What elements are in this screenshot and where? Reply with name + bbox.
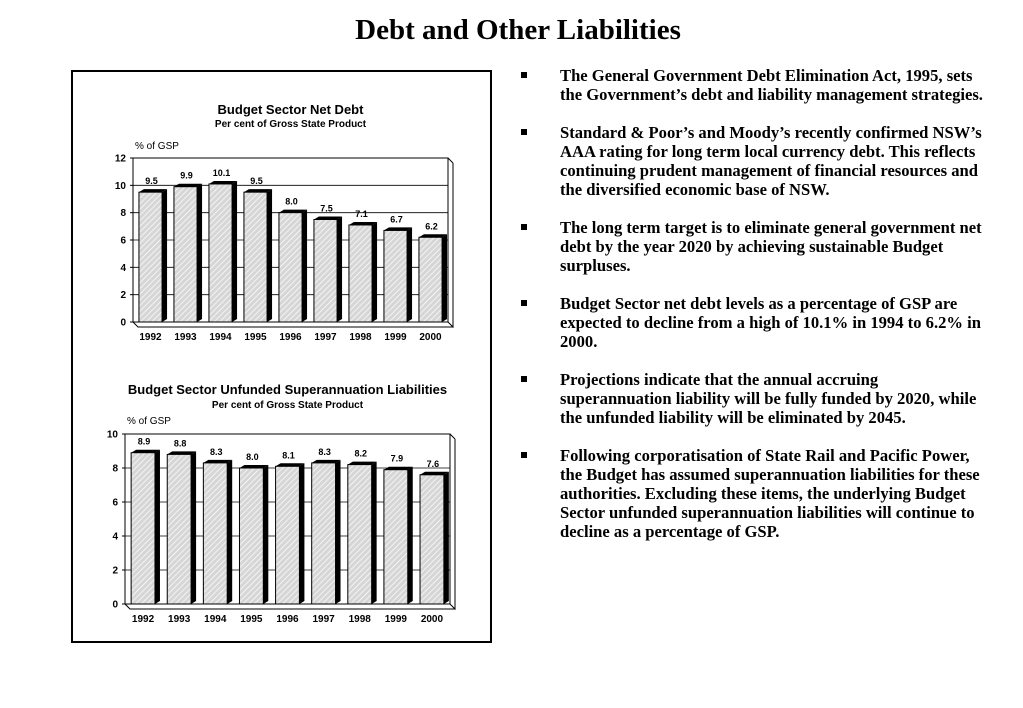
bar — [167, 451, 196, 604]
bar-side — [162, 189, 167, 322]
x-tick-label: 1994 — [209, 332, 232, 343]
y-axis-label: % of GSP — [127, 416, 171, 427]
bar-front — [314, 220, 337, 323]
bullet-marker-icon — [521, 452, 527, 458]
bar-side — [263, 465, 268, 604]
bar-side — [155, 450, 160, 604]
bullet-marker-icon — [521, 72, 527, 78]
plot-floor — [125, 604, 455, 609]
bar-side — [299, 463, 304, 604]
bar-front — [419, 237, 442, 322]
data-label: 10.1 — [212, 167, 231, 178]
bar-front — [244, 192, 267, 322]
y-axis-label: % of GSP — [135, 141, 179, 152]
bullet-text: The General Government Debt Elimination Act, 1995, sets the Government’s debt and liability management strategies. — [560, 66, 983, 104]
x-tick-label: 1997 — [314, 332, 337, 343]
bullet-item — [518, 123, 988, 199]
bar-side — [372, 222, 377, 322]
data-label: 9.5 — [145, 176, 158, 187]
bar-front — [174, 187, 197, 322]
bar-front — [384, 230, 407, 322]
data-label: 6.2 — [425, 221, 438, 232]
plot-edge — [448, 158, 453, 163]
bar — [209, 181, 237, 322]
bar-front — [139, 192, 162, 322]
bar-front — [203, 463, 227, 604]
data-label: 7.6 — [426, 458, 440, 469]
x-tick-label: 1997 — [312, 614, 335, 625]
bullet-text: The long term target is to eliminate general government net debt by the year 2020 by achieving sustainable Budget surpluses. — [560, 218, 982, 275]
bar — [314, 217, 342, 323]
y-tick-label: 0 — [112, 599, 118, 611]
bar — [203, 460, 232, 604]
bar — [384, 227, 412, 322]
bar — [239, 465, 268, 604]
bullet-text: Budget Sector net debt levels as a percentage of GSP are expected to decline from a high of 10.1% in 1994 to 6.2% in 2000. — [560, 294, 981, 351]
data-label: 8.2 — [354, 448, 367, 459]
bullet-item — [518, 218, 988, 275]
data-label: 8.1 — [282, 450, 295, 461]
bar — [348, 462, 377, 604]
y-tick-label: 2 — [120, 290, 126, 302]
x-tick-label: 1993 — [174, 332, 197, 343]
x-tick-label: 1999 — [384, 332, 407, 343]
bar — [174, 184, 202, 322]
bar — [420, 472, 449, 604]
bar — [384, 467, 413, 604]
y-tick-label: 6 — [120, 235, 126, 247]
bar-side — [197, 184, 202, 322]
bar-side — [408, 467, 413, 604]
data-label: 6.7 — [390, 214, 403, 225]
y-tick-label: 10 — [106, 429, 118, 441]
y-tick-label: 10 — [114, 180, 126, 192]
bar — [312, 460, 341, 604]
bullet-item — [518, 294, 988, 351]
data-label: 8.3 — [210, 446, 223, 457]
bullet-text: Following corporatisation of State Rail and Pacific Power, the Budget has assumed superannuation liabilities for these authorities. Excluding these items, the underlying Budget Sector unfunded superannuation liabilities will continue to decline as a percentage of GSP. — [560, 446, 980, 541]
charts-panel — [71, 70, 492, 643]
data-label: 9.9 — [180, 170, 193, 181]
plot-floor — [133, 322, 453, 327]
x-tick-label: 1999 — [384, 614, 407, 625]
y-tick-label: 4 — [112, 531, 118, 543]
bar — [131, 450, 160, 604]
x-tick-label: 1994 — [204, 614, 227, 625]
bar-side — [444, 472, 449, 604]
bar-side — [442, 234, 447, 322]
y-tick-label: 4 — [120, 262, 126, 274]
bar-front — [276, 466, 300, 604]
bar — [419, 234, 447, 322]
bar — [276, 463, 305, 604]
bar-front — [209, 184, 232, 322]
bar — [279, 210, 307, 322]
x-tick-label: 1996 — [276, 614, 299, 625]
page-title: Debt and Other Liabilities — [355, 14, 681, 46]
bar-side — [337, 217, 342, 323]
x-tick-label: 1998 — [349, 332, 372, 343]
bar-side — [302, 210, 307, 322]
chart-2 — [107, 382, 455, 625]
bullet-marker-icon — [521, 376, 527, 382]
x-tick-label: 1992 — [139, 332, 162, 343]
bullet-marker-icon — [521, 129, 527, 135]
bullet-item — [518, 66, 988, 104]
bar-front — [131, 453, 155, 604]
bar — [349, 222, 377, 322]
bar-front — [348, 465, 372, 604]
x-tick-label: 1996 — [279, 332, 302, 343]
y-tick-label: 0 — [120, 317, 126, 329]
bar-side — [227, 460, 232, 604]
bullet-text: Projections indicate that the annual accruing superannuation liability will be fully funded by 2020, while the unfunded liability will be eliminated by 2045. — [560, 370, 977, 427]
bar-side — [407, 227, 412, 322]
x-tick-label: 1992 — [131, 614, 155, 625]
x-tick-label: 1998 — [348, 614, 371, 625]
bar-front — [312, 463, 336, 604]
bullet-marker-icon — [521, 300, 527, 306]
data-label: 7.9 — [390, 453, 404, 464]
data-label: 7.5 — [320, 203, 333, 214]
y-tick-label: 8 — [120, 208, 126, 220]
data-label: 8.8 — [173, 438, 187, 449]
x-tick-label: 1993 — [168, 614, 191, 625]
bar — [244, 189, 272, 322]
y-tick-label: 6 — [112, 497, 118, 509]
chart-title: Budget Sector Net Debt — [217, 102, 364, 117]
x-tick-label: 1995 — [240, 614, 263, 625]
bar-front — [279, 213, 302, 322]
bar-front — [420, 475, 444, 604]
chart-subtitle: Per cent of Gross State Product — [214, 119, 367, 130]
bullet-item — [518, 446, 988, 541]
bar — [139, 189, 167, 322]
data-label: 8.0 — [246, 452, 259, 462]
chart-title: Budget Sector Unfunded Superannuation Liabilities — [127, 382, 448, 397]
data-label: 8.9 — [137, 436, 151, 447]
bar-side — [267, 189, 272, 322]
bar-side — [191, 451, 196, 604]
y-tick-label: 2 — [112, 565, 118, 577]
bar-front — [349, 225, 372, 322]
bar-front — [384, 470, 408, 604]
data-label: 9.5 — [250, 176, 263, 187]
x-tick-label: 2000 — [420, 614, 444, 625]
bullet-list — [518, 66, 988, 560]
bar-front — [167, 454, 191, 604]
data-label: 7.1 — [355, 208, 368, 219]
bullet-marker-icon — [521, 224, 527, 230]
x-tick-label: 1995 — [244, 332, 267, 343]
bar-front — [239, 468, 263, 604]
charts-svg — [73, 72, 490, 641]
bar-side — [336, 460, 341, 604]
plot-edge — [450, 434, 455, 439]
chart-subtitle: Per cent of Gross State Product — [211, 400, 364, 411]
data-label: 8.0 — [285, 196, 298, 207]
bullet-item — [518, 370, 988, 427]
bullet-text: Standard & Poor’s and Moody’s recently confirmed NSW’s AAA rating for long term local currency debt. This reflects continuing prudent management of financial resources and the diversified economic base of NSW. — [560, 123, 982, 199]
y-tick-label: 12 — [114, 153, 126, 165]
bar-side — [232, 181, 237, 322]
bar-side — [372, 462, 377, 604]
data-label: 8.3 — [318, 446, 331, 457]
x-tick-label: 2000 — [419, 332, 442, 343]
chart-1 — [115, 102, 453, 343]
y-tick-label: 8 — [112, 463, 118, 475]
